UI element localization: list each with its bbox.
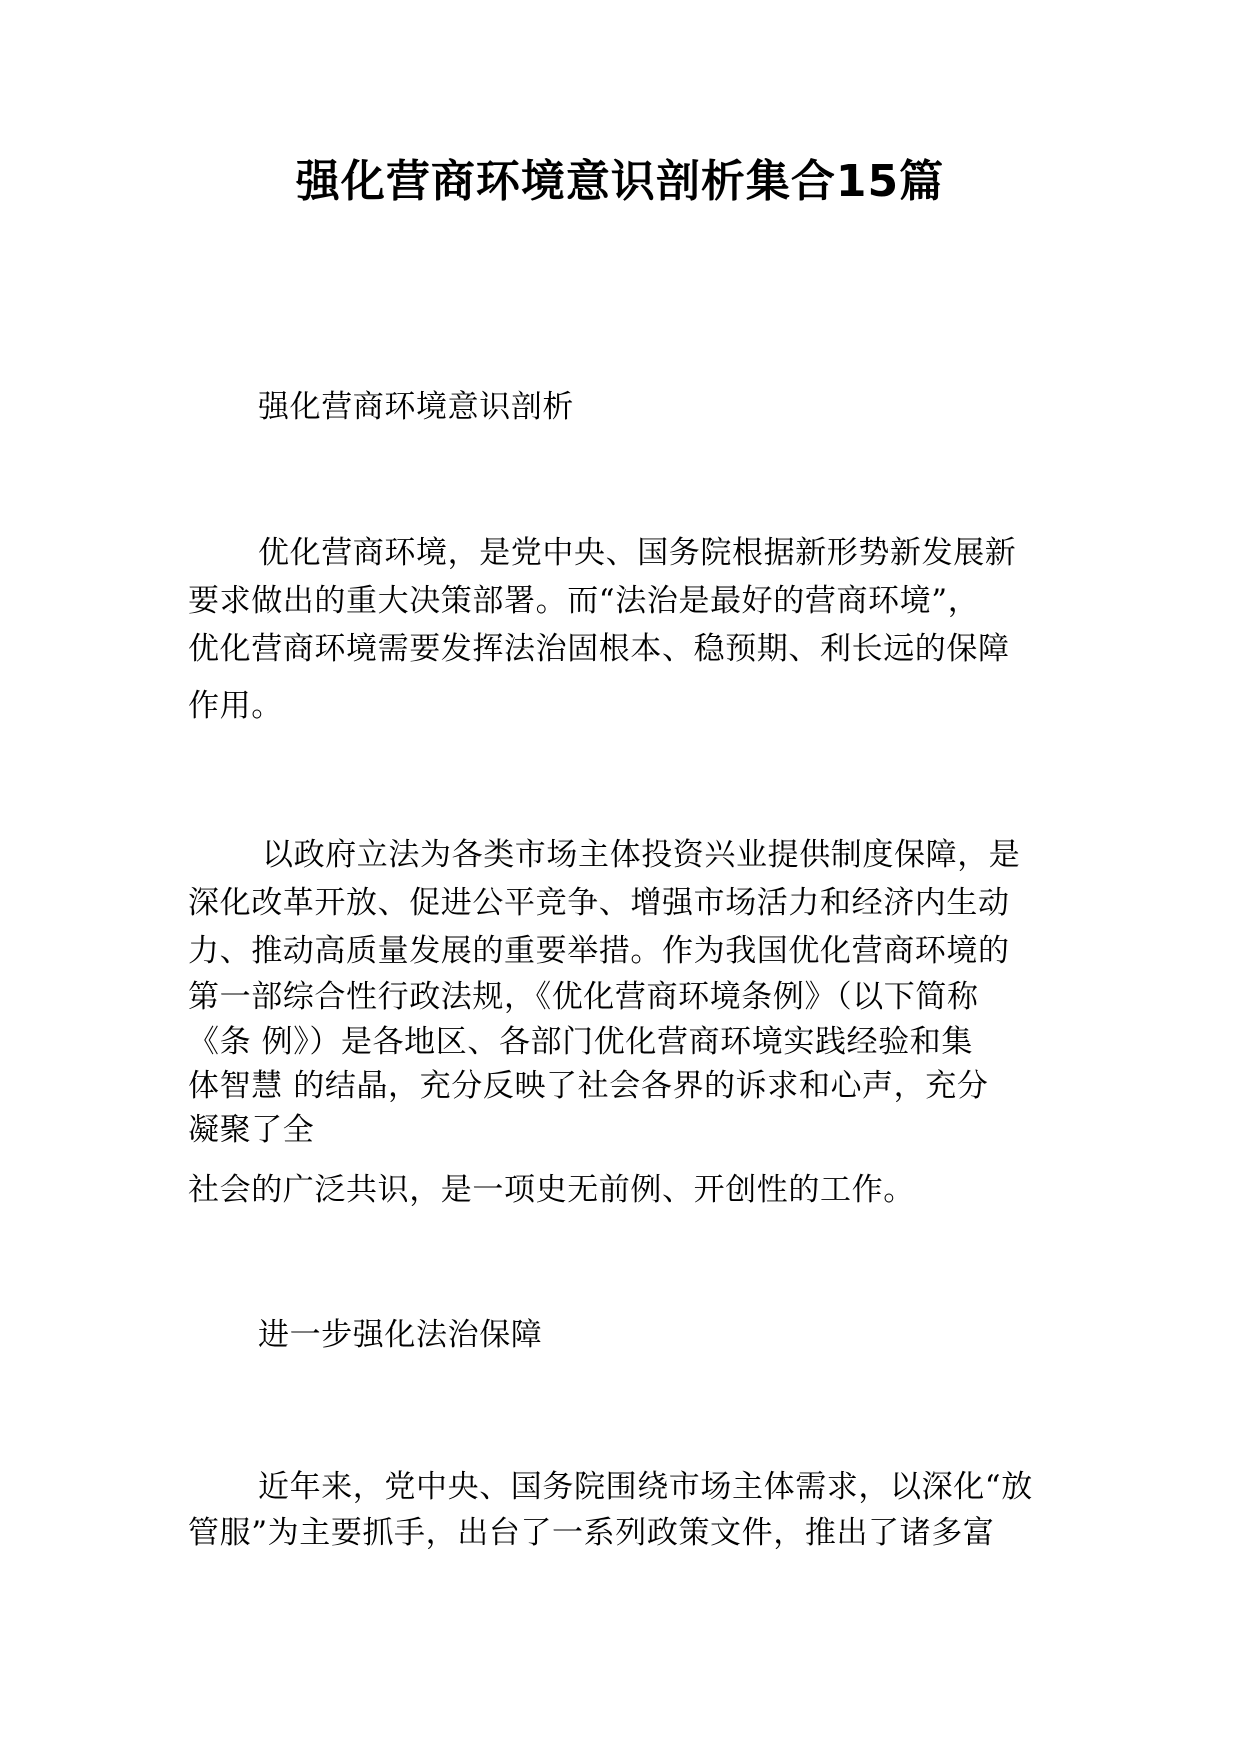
paragraph-line: 《条 例》）是各地区、各部门优化营商环境实践经验和集 xyxy=(188,1024,973,1060)
paragraph-line: 力、推动高质量发展的重要举措。作为我国优化营商环境的 xyxy=(188,933,1010,969)
paragraph-line: 以政府立法为各类市场主体投资兴业提供制度保障，是 xyxy=(262,837,1021,873)
paragraph-line: 近年来，党中央、国务院围绕市场主体需求，以深化“放 xyxy=(258,1469,1033,1505)
paragraph-line: 作用。 xyxy=(188,688,283,724)
paragraph-line: 凝聚了全 xyxy=(188,1112,315,1148)
paragraph-line: 深化改革开放、促进公平竞争、增强市场活力和经济内生动 xyxy=(188,885,1010,921)
paragraph-line: 体智慧 的结晶，充分反映了社会各界的诉求和心声，充分 xyxy=(188,1068,989,1104)
paragraph-line: 要求做出的重大决策部署。而“法治是最好的营商环境”， xyxy=(188,583,980,619)
paragraph-line: 第一部综合性行政法规，《优化营商环境条例》（以下简称 xyxy=(188,979,979,1015)
paragraph-line: 管服”为主要抓手，出台了一系列政策文件，推出了诸多富 xyxy=(188,1515,995,1551)
section-heading: 强化营商环境意识剖析 xyxy=(258,389,574,425)
paragraph-line: 优化营商环境需要发挥法治固根本、稳预期、利长远的保障 xyxy=(188,631,1010,667)
section-heading: 进一步强化法治保障 xyxy=(258,1317,543,1353)
paragraph-line: 优化营商环境，是党中央、国务院根据新形势新发展新 xyxy=(258,535,1017,571)
document-title: 强化营商环境意识剖析集合15篇 xyxy=(295,156,945,207)
paragraph-line: 社会的广泛共识，是一项史无前例、开创性的工作。 xyxy=(188,1172,915,1208)
